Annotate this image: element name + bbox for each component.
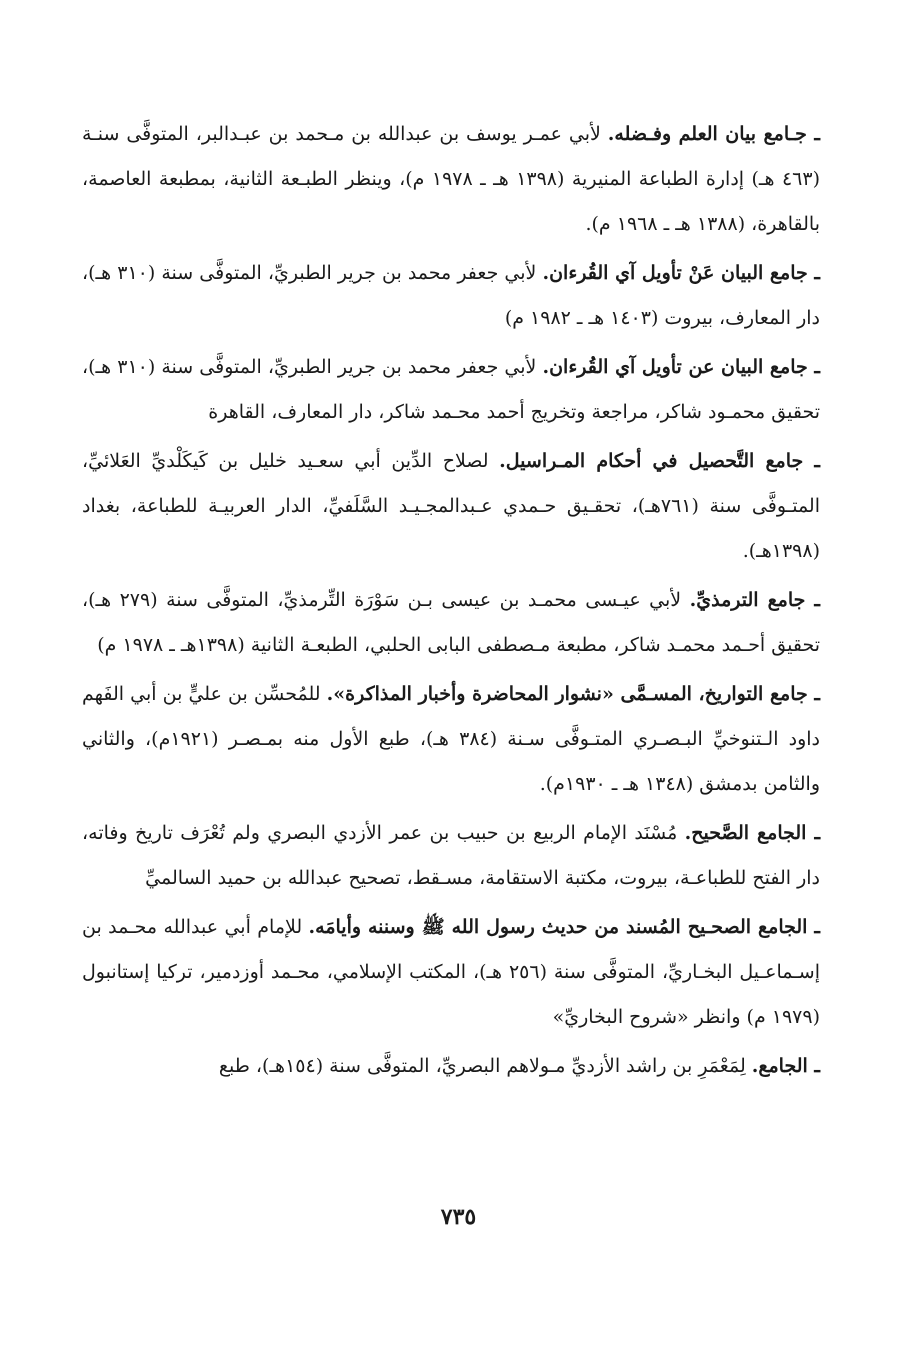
bibliography-entry — [82, 811, 820, 901]
entry-text: مُسْنَد الإمام الربيع بن حبيب بن عمر الأزدي البصري ولم تُعْرَف تاريخ وفاته، دار الفتح للطباعـة، بيروت، مكتبة الاستقامة، مسـقط، تصحيح عبدالله بن حميد السالميِّ — [82, 822, 820, 889]
entry-title: جـامع بيان العلم وفـضله. — [607, 123, 807, 145]
entry-title: الجامع الصَّحيح. — [684, 822, 807, 844]
entry-dash: ـ — [806, 123, 820, 145]
entry-dash: ـ — [807, 262, 821, 284]
entry-dash: ـ — [806, 822, 821, 844]
bibliography-page — [82, 112, 820, 1093]
entry-dash: ـ — [805, 589, 820, 611]
entry-title: جامع التواريخ، المسـمَّى «نشوار المحاضرة وأخبار المذاكرة». — [326, 683, 808, 705]
bibliography-entry — [82, 251, 820, 341]
entry-dash: ـ — [807, 916, 820, 938]
entry-text: لصلاح الدِّين أبي سعـيد خليل بن كَيكَلْديِّ العَلائيِّ، المتـوفَّى سنة (٧٦١هـ)، تحقـيق حـمدي عـبدالمجـيـد السَّلَفيِّ، الدار العربيـة للطباعة، بغداد (١٣٩٨هـ). — [82, 450, 820, 562]
entry-text: لِمَعْمَرِ بن راشد الأزديِّ مـولاهم البصريِّ، المتوفَّى سنة (١٥٤هـ)، طبع — [218, 1055, 752, 1077]
entry-dash: ـ — [807, 1055, 820, 1077]
entry-text: لأبي جعفر محمد بن جرير الطبريِّ، المتوفَّى سنة (٣١٠ هـ)، دار المعارف، بيروت (١٤٠٣ هـ ـ ١٩٨٢ م) — [82, 262, 820, 329]
entry-title: جامع التَّحصيل في أحكام المـراسيل. — [499, 450, 804, 472]
page-number: ٧٣٥ — [440, 1204, 477, 1230]
entry-text: لأبي جعفر محمد بن جرير الطبريِّ، المتوفَّى سنة (٣١٠ هـ)، تحقيق محمـود شاكر، مراجعة وتخريج أحمد محـمد شاكر، دار المعارف، القاهرة — [82, 356, 820, 423]
entry-title: جامع البيان عن تأويل آي القُرءان. — [542, 356, 808, 378]
entry-dash: ـ — [807, 683, 820, 705]
entry-text: للإمام أبي عبدالله محـمد بن إسـماعـيل البخـاريِّ، المتوفَّى سنة (٢٥٦ هـ)، المكتب الإسلامي، محـمد أوزدمير، تركيا إستانبول (١٩٧٩ م) وانظر «شروح البخاريِّ» — [82, 916, 820, 1028]
entry-dash: ـ — [807, 356, 821, 378]
entry-dash: ـ — [803, 450, 820, 472]
bibliography-entry — [82, 345, 820, 435]
entry-title: جامع الترمذيِّ. — [689, 589, 806, 611]
entry-text: لأبي عمـر يوسف بن عبدالله بن مـحمد بن عبـدالبر، المتوفَّى سنـة (٤٦٣ هـ) إدارة الطباعة المنيرية (١٣٩٨ هـ ـ ١٩٧٨ م)، وينظر الطبـعة الثانية، بمطبعة العاصمة، بالقاهرة، (١٣٨٨ هـ ـ ١٩٦٨ م). — [82, 123, 821, 235]
bibliography-entry — [82, 1044, 820, 1089]
bibliography-entry — [82, 905, 820, 1040]
entry-title: الجامع. — [751, 1055, 808, 1077]
entry-text: لأبي عيـسى محمـد بن عيسى بـن سَوْرَة التِّرمذيِّ، المتوفَّى سنة (٢٧٩ هـ)، تحقيق أحـمد محمـد شاكر، مطبعة مـصطفى البابى الحلبي، الطبعـة الثانية (١٣٩٨هـ ـ ١٩٧٨ م) — [82, 589, 820, 656]
bibliography-entry — [82, 112, 820, 247]
bibliography-entry — [82, 672, 820, 807]
bibliography-entry — [82, 439, 820, 574]
bibliography-entry — [82, 578, 820, 668]
entry-title: جامع البيان عَنْ تأويل آي القُرءان. — [542, 262, 808, 284]
entry-text: للمُحسِّن بن عليٍّ بن أبي الفَهم داود الـتنوخيِّ البـصـري المتـوفَّى سـنة (٣٨٤ هـ)، طبع الأول منه بمـصـر (١٩٢١م)، والثاني والثامن بدمشق (١٣٤٨ هـ ـ ١٩٣٠م). — [82, 683, 820, 795]
entry-title: الجامع الصحـيح المُسند من حديث رسول الله ﷺ وسننه وأيامَه. — [308, 916, 808, 938]
